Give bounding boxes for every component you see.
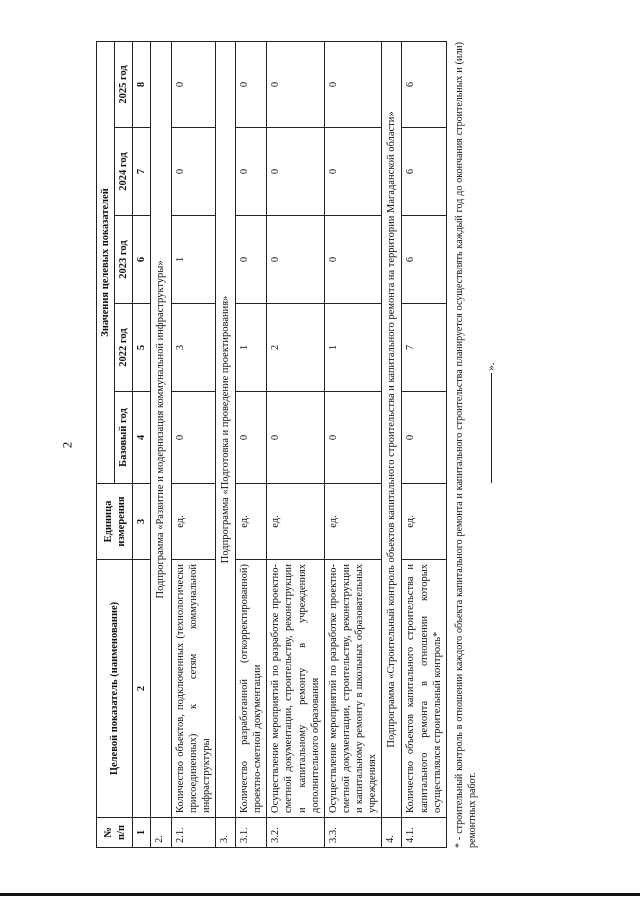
column-numbers-row — [133, 41, 151, 847]
table-row — [171, 41, 215, 847]
row-value: 0 — [324, 392, 382, 484]
table-row — [324, 41, 382, 847]
row-unit: ед. — [236, 484, 267, 560]
col-number: 4 — [133, 392, 151, 484]
bottom-rule — [0, 893, 640, 896]
row-value: 0 — [402, 392, 446, 484]
row-value: 3 — [171, 304, 215, 392]
row-value: 1 — [171, 216, 215, 304]
col-number: 2 — [133, 560, 151, 818]
section-title: Подпрограмма «Подготовка и проведение проектирования» — [215, 41, 235, 817]
section-num: 4. — [382, 818, 402, 848]
row-num: 3.1. — [236, 818, 267, 848]
row-value: 0 — [236, 216, 267, 304]
row-value: 0 — [324, 128, 382, 216]
footnote: * - строительный контроль в отношении каждого объекта капитального ремонта и капитального строительства планируется осуществлять каждый год до окончания строительных и (или) ремонтных работ. — [453, 42, 478, 848]
table-row — [267, 41, 325, 847]
row-value: 0 — [236, 392, 267, 484]
col-number: 3 — [133, 484, 151, 560]
header-year: Базовый год — [115, 392, 133, 484]
row-num: 4.1. — [402, 818, 446, 848]
page-number: 2 — [59, 441, 75, 449]
row-unit: ед. — [171, 484, 215, 560]
row-value: 1 — [324, 304, 382, 392]
header-values-group: Значения целевых показателей — [97, 41, 115, 483]
indicators-table — [96, 41, 447, 848]
rotated-document — [96, 42, 536, 848]
header-num: № п/п — [97, 818, 133, 848]
row-value: 6 — [402, 41, 446, 127]
row-value: 6 — [402, 216, 446, 304]
row-value: 7 — [402, 304, 446, 392]
row-value: 0 — [171, 41, 215, 127]
col-number: 6 — [133, 216, 151, 304]
table-row — [236, 41, 267, 847]
row-unit: ед. — [267, 484, 325, 560]
row-value: 0 — [267, 128, 325, 216]
row-value: 0 — [236, 41, 267, 127]
section-row — [215, 41, 235, 847]
row-num: 2.1. — [171, 818, 215, 848]
row-value: 2 — [267, 304, 325, 392]
row-name: Количество объектов капитального строительства и капитального ремонта в отношении которых осуществлялся строительный контроль* — [402, 560, 446, 818]
section-row — [382, 41, 402, 847]
header-year: 2022 год — [115, 304, 133, 392]
row-value: 0 — [267, 216, 325, 304]
row-name: Осуществление мероприятий по разработке проектно-сметной документации, строительству, реконструкции и капитальному ремонту в школьных образовательных учреждениях — [324, 560, 382, 818]
header-unit: Единица измерения — [97, 484, 133, 560]
row-value: 0 — [267, 392, 325, 484]
row-num: 3.2. — [267, 818, 325, 848]
closing-line — [490, 374, 492, 484]
row-value: 1 — [236, 304, 267, 392]
row-num: 3.3. — [324, 818, 382, 848]
row-value: 0 — [324, 216, 382, 304]
row-value: 6 — [402, 128, 446, 216]
col-number: 1 — [133, 818, 151, 848]
section-num: 2. — [151, 818, 171, 848]
row-unit: ед. — [324, 484, 382, 560]
row-value: 0 — [236, 128, 267, 216]
header-year: 2025 год — [115, 41, 133, 127]
section-num: 3. — [215, 818, 235, 848]
row-unit: ед. — [402, 484, 446, 560]
row-name: Осуществление мероприятий по разработке проектно-сметной документации, строительству, реконструкции и капитальному ремонту в учреждениях дополнительного образования — [267, 560, 325, 818]
header-year: 2024 год — [115, 128, 133, 216]
section-title: Подпрограмма «Развитие и модернизация коммунальной инфраструктуры» — [151, 41, 171, 817]
row-value: 0 — [324, 41, 382, 127]
row-name: Количество разработанной (откорректированной) проектно-сметной документации — [236, 560, 267, 818]
section-title: Подпрограмма «Строительный контроль объектов капитального строительства и капитального ремонта на территории Магаданской области» — [382, 41, 402, 817]
header-name: Целевой показатель (наименование) — [97, 560, 133, 818]
row-value: 0 — [171, 128, 215, 216]
col-number: 5 — [133, 304, 151, 392]
closing-text: ». — [484, 362, 497, 371]
col-number: 8 — [133, 41, 151, 127]
table-row — [402, 41, 446, 847]
row-value: 0 — [171, 392, 215, 484]
row-value: 0 — [267, 41, 325, 127]
header-row — [97, 41, 115, 847]
section-row — [151, 41, 171, 847]
row-name: Количество объектов, подключенных (технологически присоединенных) к сетям коммунальной инфраструктуры — [171, 560, 215, 818]
closing-mark — [485, 42, 497, 848]
header-year: 2023 год — [115, 216, 133, 304]
col-number: 7 — [133, 128, 151, 216]
